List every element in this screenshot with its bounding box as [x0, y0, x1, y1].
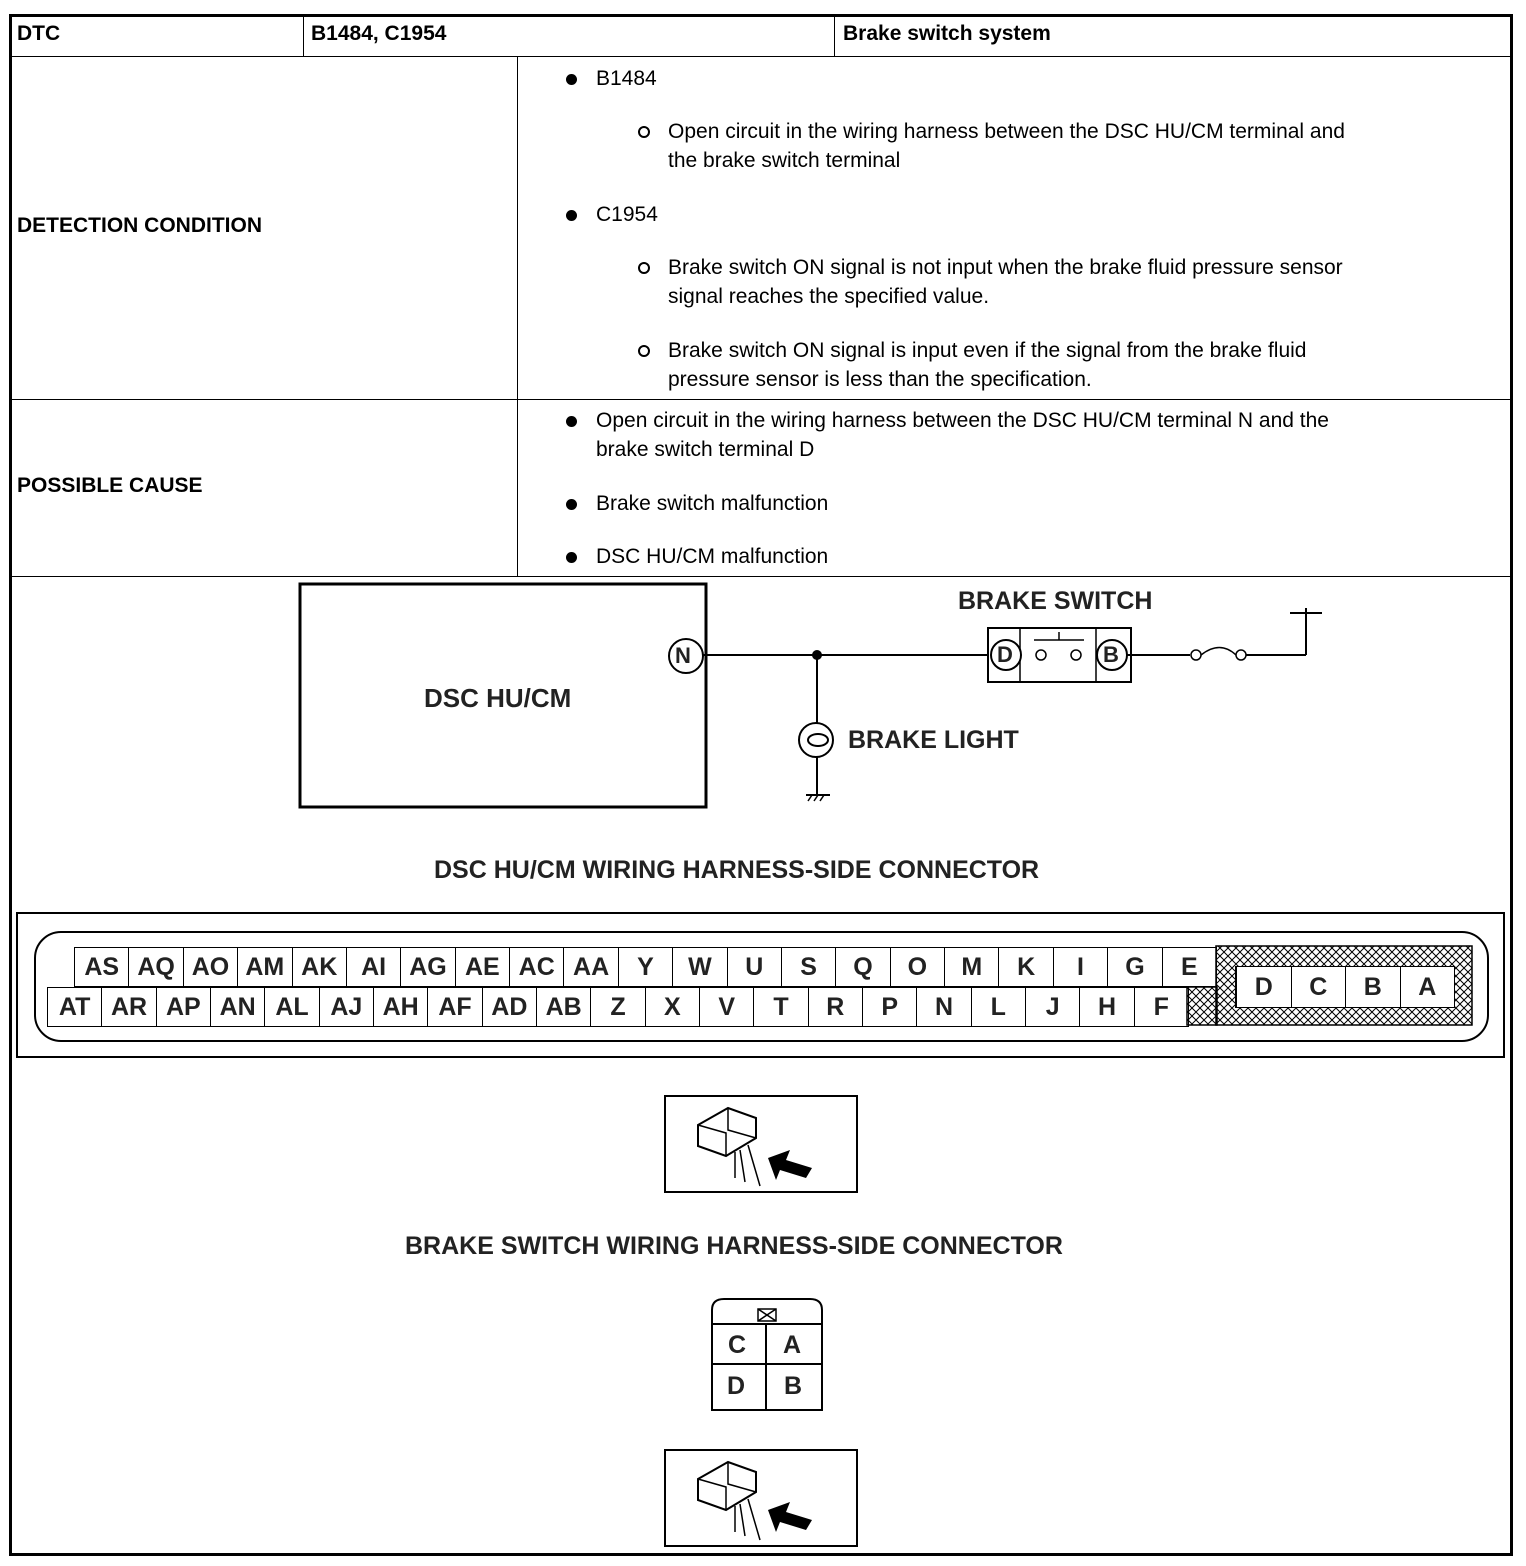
- harness-view-box: [665, 1096, 857, 1192]
- connector-pin: AO: [183, 948, 237, 986]
- terminal-b-label: B: [1103, 642, 1119, 667]
- connector-pin: Z: [590, 988, 644, 1026]
- connector-pin: U: [727, 948, 781, 986]
- system-name: Brake switch system: [843, 22, 1051, 45]
- b1484-item: B1484: [596, 67, 657, 90]
- connector-pin: AF: [427, 988, 481, 1026]
- connector-pin: H: [1079, 988, 1133, 1026]
- connector-pin: N: [916, 988, 970, 1026]
- dsc-top-pin-row: [74, 947, 1217, 987]
- switch-contact-icon: [1036, 650, 1046, 660]
- connector-pin: T: [753, 988, 807, 1026]
- c1954-condition1-line1: Brake switch ON signal is not input when the brake fluid pressure sensor: [668, 256, 1343, 279]
- possible-cause-label: POSSIBLE CAUSE: [17, 474, 203, 497]
- connector-pin: B: [1345, 967, 1400, 1007]
- connector-pin: R: [808, 988, 862, 1026]
- brake-pin-a: A: [783, 1331, 802, 1359]
- b1484-condition-line1: Open circuit in the wiring harness between the DSC HU/CM terminal and: [668, 120, 1345, 143]
- brake-pin-b: B: [784, 1372, 803, 1400]
- connector-pin: AC: [509, 948, 563, 986]
- dsc-connector-title: DSC HU/CM WIRING HARNESS-SIDE CONNECTOR: [434, 856, 1040, 884]
- cause-item-1-line1: Open circuit in the wiring harness between the DSC HU/CM terminal N and the: [596, 409, 1329, 432]
- connector-pin: A: [1400, 967, 1455, 1007]
- brake-light-label: BRAKE LIGHT: [848, 726, 1019, 754]
- c1954-condition2-line2: pressure sensor is less than the specification.: [668, 368, 1092, 391]
- connector-pin: AS: [74, 948, 128, 986]
- connector-pin: X: [645, 988, 699, 1026]
- brake-connector-title: BRAKE SWITCH WIRING HARNESS-SIDE CONNECTOR: [405, 1232, 1063, 1260]
- connector-pin: W: [672, 948, 726, 986]
- connector-pin: J: [1025, 988, 1079, 1026]
- connector-pin: Q: [835, 948, 889, 986]
- connector-pin: AL: [264, 988, 318, 1026]
- connector-pin: O: [890, 948, 944, 986]
- brake-pin-c: C: [728, 1331, 747, 1359]
- connector-pin: AN: [210, 988, 264, 1026]
- harness-view-box: [665, 1450, 857, 1546]
- connector-pin: AH: [373, 988, 427, 1026]
- connector-pin: D: [1236, 967, 1291, 1007]
- connector-pin: L: [971, 988, 1025, 1026]
- connector-pin: M: [944, 948, 998, 986]
- connector-pin: V: [699, 988, 753, 1026]
- connector-pin: AG: [400, 948, 454, 986]
- connector-pin: AP: [156, 988, 210, 1026]
- brake-switch-label: BRAKE SWITCH: [958, 587, 1153, 615]
- connector-pin: C: [1291, 967, 1346, 1007]
- connector-pin: F: [1134, 988, 1188, 1026]
- connector-pin: AD: [482, 988, 536, 1026]
- cause-item-1-line2: brake switch terminal D: [596, 438, 815, 461]
- connector-pin: AE: [455, 948, 509, 986]
- brake-pin-d: D: [727, 1372, 746, 1400]
- connector-pin: AJ: [319, 988, 373, 1026]
- cause-item-2: Brake switch malfunction: [596, 492, 829, 515]
- c1954-condition1-line2: signal reaches the specified value.: [668, 285, 990, 308]
- connector-pin: AB: [536, 988, 590, 1026]
- connector-pin: AT: [47, 988, 101, 1026]
- connector-pin: K: [998, 948, 1052, 986]
- connector-pin: AQ: [128, 948, 182, 986]
- connector-pin: I: [1053, 948, 1107, 986]
- module-label: DSC HU/CM: [424, 683, 572, 713]
- connector-pin: AI: [346, 948, 400, 986]
- connector-pin: AM: [237, 948, 291, 986]
- c1954-condition2-line1: Brake switch ON signal is input even if the signal from the brake fluid: [668, 339, 1307, 362]
- dtc-label: DTC: [17, 22, 61, 45]
- cause-item-3: DSC HU/CM malfunction: [596, 545, 829, 568]
- dtc-codes: B1484, C1954: [311, 22, 447, 45]
- connector-pin: AR: [101, 988, 155, 1026]
- c1954-item: C1954: [596, 203, 658, 226]
- terminal-n-label: N: [675, 643, 691, 668]
- connector-pin: P: [862, 988, 916, 1026]
- b1484-condition-line2: the brake switch terminal: [668, 149, 901, 172]
- detection-condition-label: DETECTION CONDITION: [17, 214, 262, 237]
- connector-pin: G: [1107, 948, 1161, 986]
- connector-pin: S: [781, 948, 835, 986]
- terminal-d-label: D: [997, 642, 1013, 667]
- connector-pin: AA: [563, 948, 617, 986]
- dsc-power-pin-row: [1235, 966, 1455, 1008]
- fuse-icon: [1191, 650, 1201, 660]
- connector-pin: E: [1162, 948, 1216, 986]
- connector-pin: AK: [292, 948, 346, 986]
- dsc-bottom-pin-row: [47, 987, 1189, 1027]
- connector-pin: Y: [618, 948, 672, 986]
